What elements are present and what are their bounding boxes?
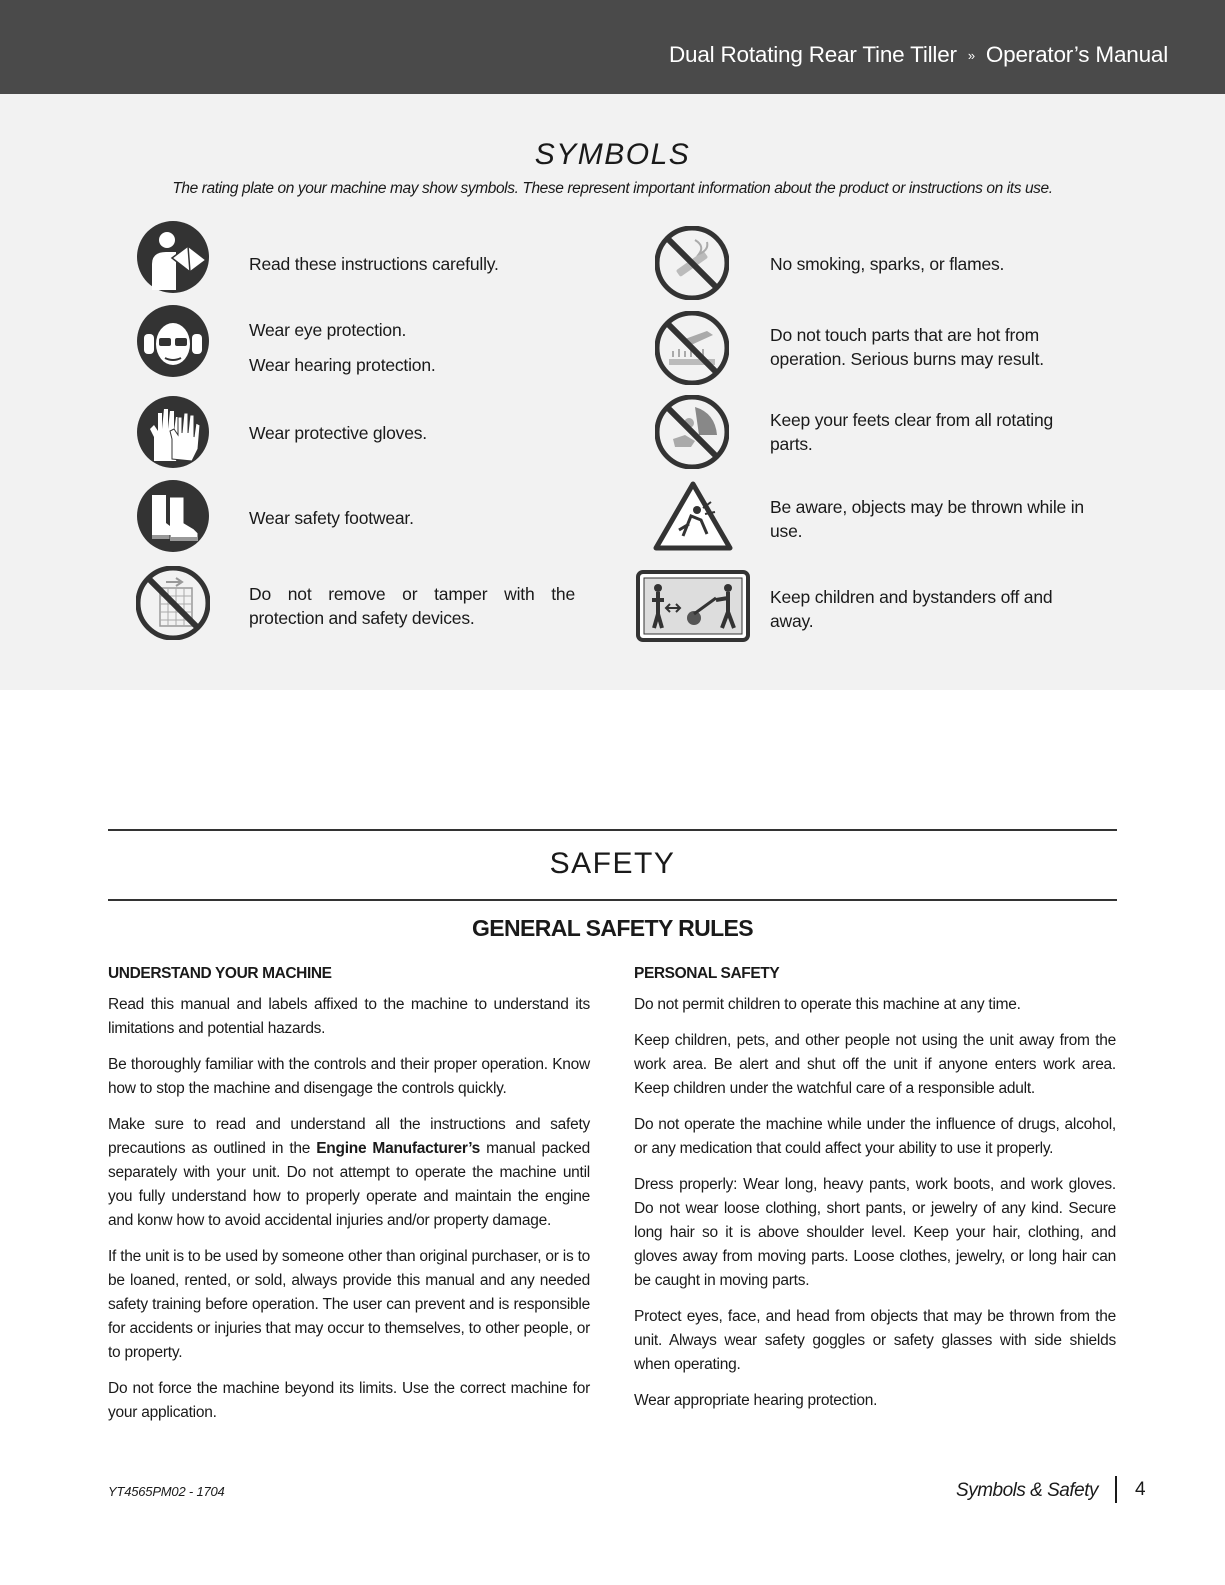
symbols-intro: The rating plate on your machine may show symbols. These represent important information about the product or instructions on its use. [172, 180, 1053, 197]
understand-machine-p4: If the unit is to be used by someone other than original purchaser, or is to be loaned, rented, or sold, always provide this manual and any needed safety training before operation. The user can prevent and is responsible for accidents or injuries that may occur to themselves, to other people, or to property. [108, 1248, 590, 1361]
understand-machine-p3 [108, 1113, 590, 1233]
personal-safety-heading: PERSONAL SAFETY [634, 965, 780, 982]
thrown-objects-warning-icon [653, 480, 733, 552]
general-safety-rules-title: GENERAL SAFETY RULES [471, 915, 754, 941]
p3-text-after: manual packed separately with your unit. Do not attempt to operate the machine until you fully understand how to properly operate and maintain the engine and konw how to avoid accidental injuries and/or property damage. [108, 1140, 590, 1229]
header-manual: Operator’s Manual [985, 42, 1168, 67]
symbol-text-thrown-objects: Be aware, objects may be thrown while in use. [770, 497, 1084, 541]
symbol-text-read-instructions: Read these instructions carefully. [249, 254, 499, 274]
header-separator: » [967, 48, 975, 63]
symbol-text-no-tamper: Do not remove or tamper with the protection and safety devices. [249, 584, 575, 628]
page-number: 4 [1135, 1479, 1146, 1500]
understand-machine-column [108, 965, 590, 1437]
symbol-text-footwear: Wear safety footwear. [249, 508, 414, 528]
personal-safety-p3: Do not operate the machine while under the influence of drugs, alcohol, or any medication that could affect your ability to use it properly. [634, 1116, 1116, 1157]
eye-hearing-protection-icon [136, 304, 210, 378]
understand-machine-p1: Read this manual and labels affixed to the machine to understand its limitations and potential hazards. [108, 996, 590, 1037]
symbol-text-hearing-protection: Wear hearing protection. [249, 355, 436, 375]
no-tamper-guard-icon [136, 566, 210, 640]
document-code: YT4565PM02 - 1704 [108, 1484, 225, 1499]
safety-top-rule [108, 829, 1117, 831]
keep-bystanders-away-icon [636, 570, 750, 642]
read-manual-icon [136, 220, 210, 294]
personal-safety-p5: Protect eyes, face, and head from objects that may be thrown from the unit. Always wear safety goggles or safety glasses with side shields when operating. [634, 1308, 1116, 1373]
footer-section-name: Symbols & Safety [956, 1480, 1098, 1501]
symbols-title: SYMBOLS [534, 138, 691, 171]
personal-safety-column [634, 965, 1116, 1425]
p3-text-bold: Engine Manufacturer’s [316, 1140, 481, 1157]
symbol-text-bystanders: Keep children and bystanders off and away. [770, 587, 1053, 631]
personal-safety-p6: Wear appropriate hearing protection. [634, 1392, 878, 1409]
header-title [669, 42, 1168, 68]
footer-divider [1115, 1476, 1117, 1503]
no-touch-hot-icon [655, 311, 729, 385]
understand-machine-p5: Do not force the machine beyond its limits. Use the correct machine for your application. [108, 1380, 590, 1421]
symbol-text-feet-clear: Keep your feets clear from all rotating parts. [770, 410, 1054, 454]
boot-icon [136, 479, 210, 553]
personal-safety-p1: Do not permit children to operate this machine at any time. [634, 996, 1021, 1013]
symbol-text-no-smoking: No smoking, sparks, or flames. [770, 254, 1005, 274]
safety-bottom-rule [108, 899, 1117, 901]
no-smoking-icon [655, 226, 729, 300]
personal-safety-p4: Dress properly: Wear long, heavy pants, work boots, and work gloves. Do not wear loose clothing, short pants, or jewelry of any kind. Secure long hair so it is above shoulder level. Keep your hair, clothing, and gloves away from moving parts. Loose clothes, jewelry, or long hair can be caught in moving parts. [634, 1176, 1116, 1289]
symbol-text-no-touch-hot: Do not touch parts that are hot from operation. Serious burns may result. [770, 325, 1044, 369]
header-product: Dual Rotating Rear Tine Tiller [668, 42, 957, 67]
symbol-text-eye-protection: Wear eye protection. [249, 320, 407, 340]
understand-machine-p2: Be thoroughly familiar with the controls and their proper operation. Know how to stop the machine and disengage the controls quickly. [108, 1056, 590, 1097]
feet-clear-icon [655, 395, 729, 469]
p3-text-before: Make sure to read and understand all the instructions and safety precautions as outlined in the [108, 1116, 590, 1157]
symbol-text-gloves: Wear protective gloves. [249, 423, 427, 443]
personal-safety-p2: Keep children, pets, and other people not using the unit away from the work area. Be alert and shut off the unit if anyone enters work area. Keep children under the watchful care of a responsible adult. [634, 1032, 1116, 1097]
understand-machine-heading: UNDERSTAND YOUR MACHINE [108, 965, 332, 982]
gloves-icon [136, 395, 210, 469]
safety-title: SAFETY [549, 847, 676, 880]
